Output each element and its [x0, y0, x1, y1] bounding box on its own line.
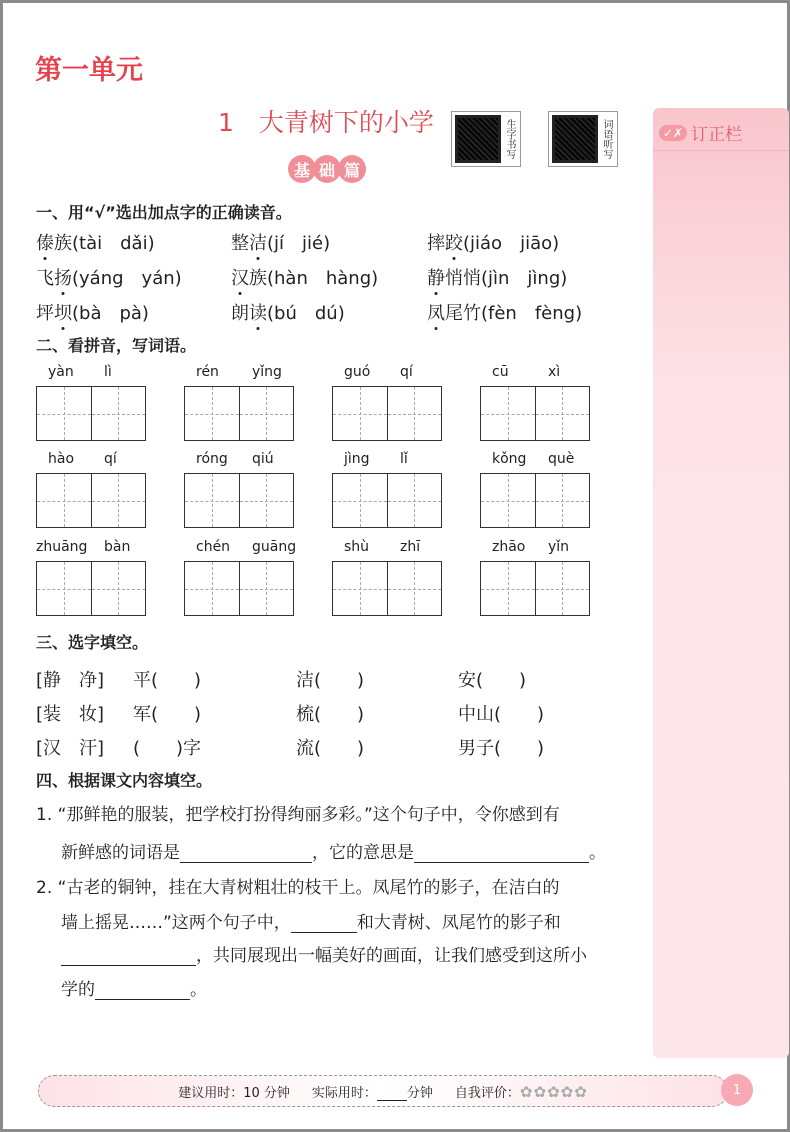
section1-heading: 一、用“√”选出加点字的正确读音。 [36, 203, 292, 222]
pinyin: qí [400, 364, 413, 380]
answer-blank[interactable] [291, 915, 357, 933]
question-1: 1. “那鲜艳的服装，把学校打扮得绚丽多彩。”这个句子中，令你感到有 [36, 805, 560, 825]
correction-label: 订正栏 [691, 125, 743, 145]
writing-grid[interactable] [184, 386, 294, 441]
choice-chars: [装 妆] [36, 704, 105, 725]
pinyin: què [548, 451, 575, 467]
writing-grid[interactable] [480, 561, 590, 616]
pronunciation-item: 摔跤(jiáo jiāo) [427, 233, 560, 254]
pinyin: guāng [252, 539, 297, 555]
pinyin: shù [344, 539, 370, 555]
qr-code-icon [455, 115, 501, 163]
pinyin: xì [548, 364, 561, 380]
pronunciation-item: 坪坝(bà pà) [36, 303, 149, 324]
answer-blank[interactable] [95, 982, 190, 1000]
pinyin-options[interactable]: (fèn fèng) [481, 303, 583, 324]
pinyin-options[interactable]: (jí jié) [267, 233, 331, 254]
pinyin: chén [196, 539, 231, 555]
pinyin: lǐ [400, 451, 408, 467]
pinyin-options[interactable]: (jìn jìng) [481, 268, 568, 289]
fill-blank-item[interactable]: ( )字 [133, 738, 202, 759]
pinyin: bàn [104, 539, 131, 555]
answer-blank[interactable] [180, 845, 312, 863]
pinyin-options[interactable]: (hàn hàng) [267, 268, 379, 289]
pinyin-options[interactable]: (bà pà) [72, 303, 149, 324]
pinyin: guó [344, 364, 371, 380]
page-number: 1 [721, 1074, 753, 1106]
answer-blank[interactable] [414, 845, 589, 863]
section2-heading: 二、看拼音，写词语。 [36, 336, 197, 355]
writing-grid[interactable] [36, 386, 146, 441]
pinyin: kǒng [492, 451, 527, 467]
rating-flower-icon[interactable]: ✿ [574, 1082, 588, 1101]
unit-title: 第一单元 [35, 55, 143, 86]
qr-label: 生字书写 [504, 119, 515, 159]
fill-blank-item[interactable]: 安( ) [458, 670, 527, 691]
question-2-line2: 墙上摇晃……”这两个句子中， 和大青树、凤尾竹的影子和 [61, 913, 561, 933]
basic-level-badge: 基 础 篇 [288, 155, 363, 183]
pinyin-options[interactable]: (jiáo jiāo) [463, 233, 560, 254]
actual-time-blank[interactable] [377, 1087, 407, 1101]
pinyin: zhī [400, 539, 421, 555]
pinyin: cū [492, 364, 509, 380]
question-2: 2. “古老的铜钟，挂在大青树粗壮的枝干上。凤尾竹的影子，在洁白的 [36, 878, 560, 898]
pinyin: zhāo [492, 539, 526, 555]
writing-grid[interactable] [480, 473, 590, 528]
pinyin: yǐn [548, 539, 570, 555]
footer-bar [38, 1075, 728, 1107]
fill-blank-item[interactable]: 洁( ) [296, 670, 365, 691]
pinyin: zhuāng [36, 539, 88, 555]
fill-blank-item[interactable]: 梳( ) [296, 704, 365, 725]
qr-code-dictation[interactable] [548, 111, 618, 167]
pronunciation-item: 飞扬(yáng yán) [36, 268, 182, 289]
pinyin: hào [48, 451, 75, 467]
check-cross-icon: ✓✗ [659, 125, 687, 141]
writing-grid[interactable] [184, 473, 294, 528]
writing-grid[interactable] [332, 386, 442, 441]
self-rating: 自我评价：✿✿✿✿✿ [454, 1082, 588, 1101]
pronunciation-item: 静悄悄(jìn jìng) [427, 268, 568, 289]
pinyin: rén [196, 364, 219, 380]
writing-grid[interactable] [36, 561, 146, 616]
rating-flower-icon[interactable]: ✿ [560, 1082, 575, 1101]
pinyin: róng [196, 451, 228, 467]
correction-panel [653, 108, 789, 1058]
fill-blank-item[interactable]: 流( ) [296, 738, 365, 759]
fill-blank-item[interactable]: 平( ) [133, 670, 202, 691]
lesson-title: 1 大青树下的小学 [218, 108, 434, 137]
pinyin-options[interactable]: (tài dǎi) [72, 233, 155, 254]
choice-chars: [汉 汗] [36, 738, 105, 759]
pronunciation-item: 整洁(jí jié) [231, 233, 331, 254]
qr-code-icon [552, 115, 598, 163]
rating-flower-icon[interactable]: ✿ [519, 1082, 534, 1101]
pronunciation-item: 凤尾竹(fèn fèng) [427, 303, 583, 324]
pinyin: lì [104, 364, 112, 380]
pinyin-options[interactable]: (yáng yán) [72, 268, 182, 289]
pinyin: jìng [344, 451, 370, 467]
writing-grid[interactable] [36, 473, 146, 528]
writing-grid[interactable] [332, 473, 442, 528]
qr-code-writing[interactable] [451, 111, 521, 167]
section3-heading: 三、选字填空。 [36, 633, 149, 652]
suggested-time: 建议用时：10 分钟 [178, 1085, 290, 1101]
qr-label: 词语听写 [601, 119, 612, 159]
writing-grid[interactable] [332, 561, 442, 616]
question-2-line4: 学的 。 [61, 980, 207, 1000]
pronunciation-item: 朗读(bú dú) [231, 303, 345, 324]
pronunciation-item: 汉族(hàn hàng) [231, 268, 379, 289]
section4-heading: 四、根据课文内容填空。 [36, 771, 213, 790]
pinyin: yǐng [252, 364, 282, 380]
question-1-line2: 新鲜感的词语是 ，它的意思是 。 [61, 843, 606, 863]
pronunciation-item: 傣族(tài dǎi) [36, 233, 155, 254]
choice-chars: [静 净] [36, 670, 105, 691]
writing-grid[interactable] [184, 561, 294, 616]
pinyin: qiú [252, 451, 274, 467]
rating-flower-icon[interactable]: ✿ [547, 1082, 561, 1101]
fill-blank-item[interactable]: 军( ) [133, 704, 202, 725]
fill-blank-item[interactable]: 男子( ) [458, 738, 545, 759]
answer-blank[interactable] [61, 948, 196, 966]
question-2-line3: ，共同展现出一幅美好的画面，让我们感受到这所小 [61, 941, 587, 966]
actual-time: 实际用时： 分钟 [311, 1085, 433, 1101]
rating-flower-icon[interactable]: ✿ [533, 1082, 548, 1101]
pinyin: qí [104, 451, 117, 467]
writing-grid[interactable] [480, 386, 590, 441]
pinyin-options[interactable]: (bú dú) [267, 303, 345, 324]
pinyin: yàn [48, 364, 74, 380]
fill-blank-item[interactable]: 中山( ) [458, 704, 545, 725]
